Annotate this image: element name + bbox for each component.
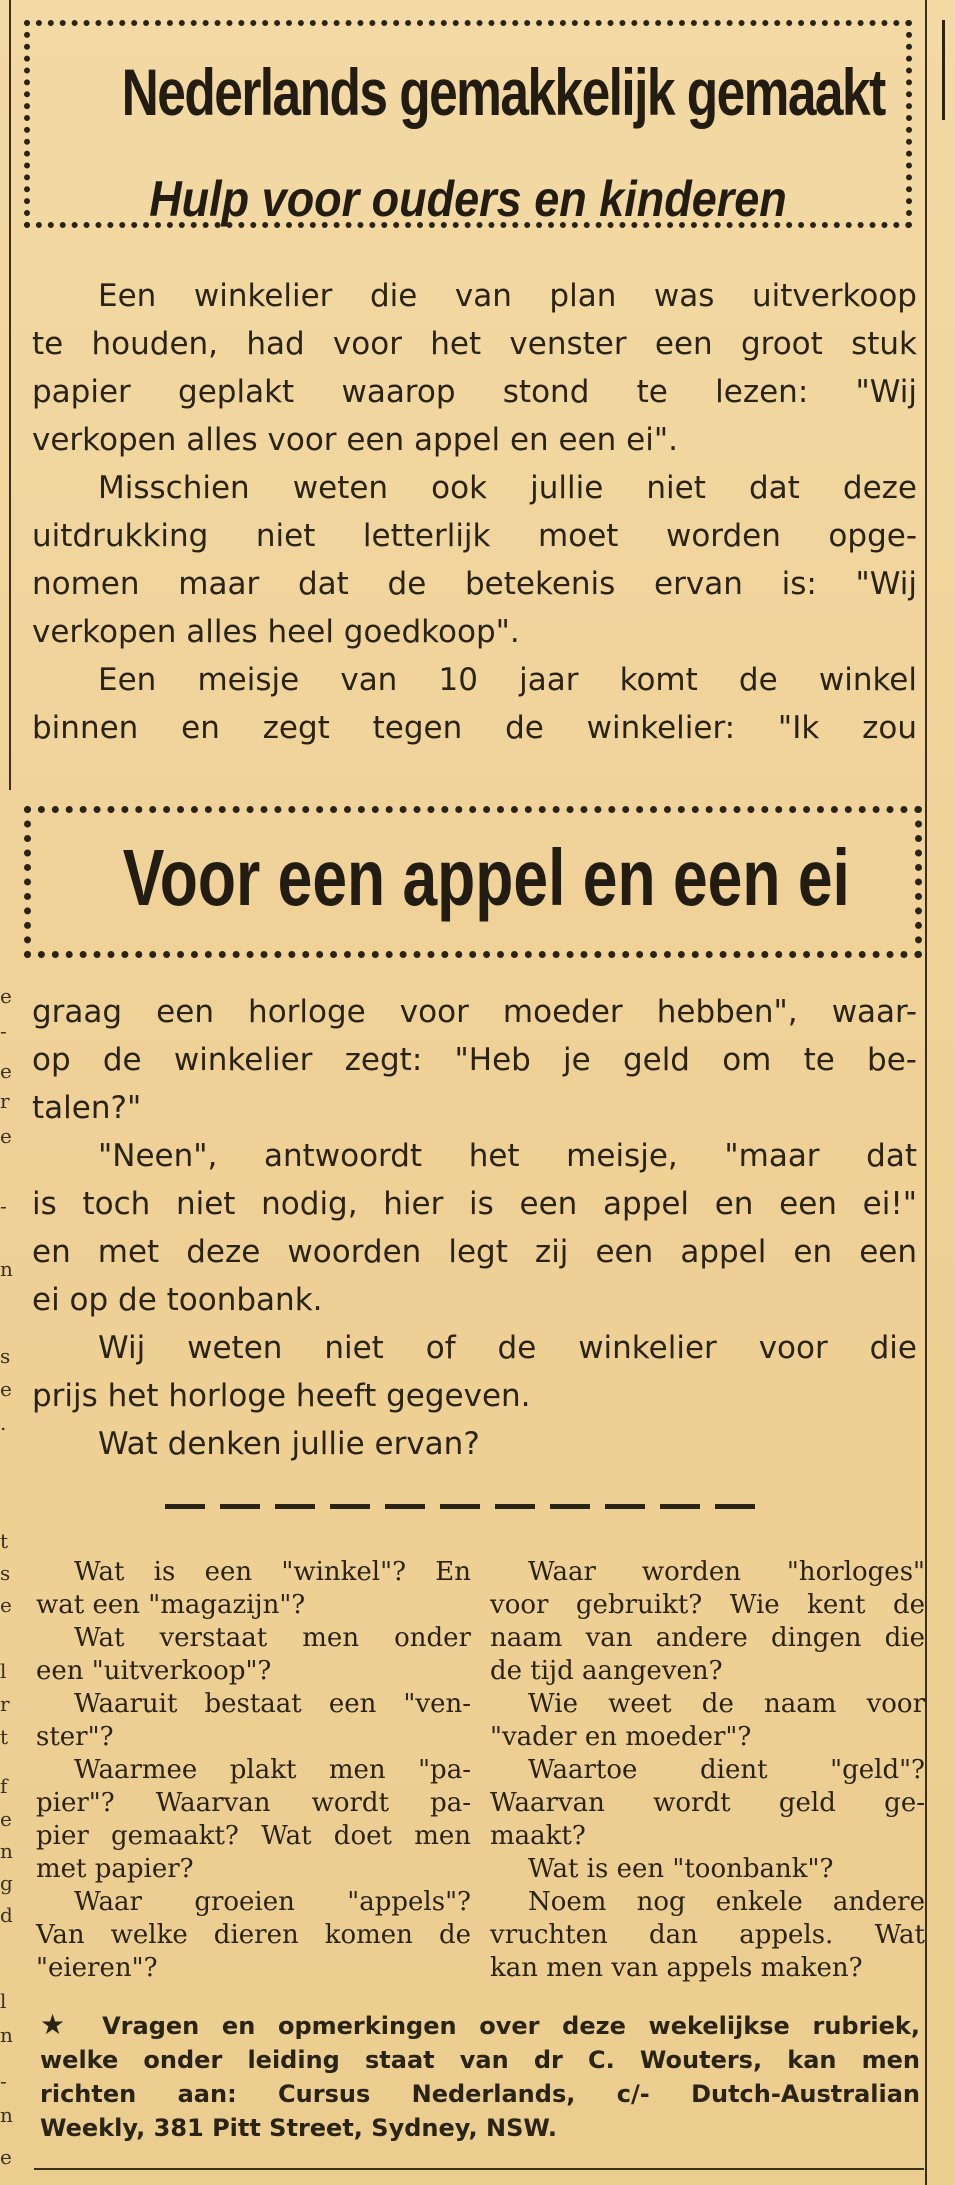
question-line: de tijd aangeven? (490, 1656, 723, 1686)
edge-fragment: e (0, 1593, 12, 1617)
edge-fragment: e (0, 1124, 12, 1148)
edge-fragment: . (0, 1411, 7, 1435)
footnote-line: Weekly, 381 Pitt Street, Sydney, NSW. (40, 2114, 558, 2142)
edge-fragment: f (0, 1774, 8, 1798)
question-line: Wat verstaat men onder (74, 1623, 471, 1653)
questions-right-column (490, 1556, 925, 1985)
column-rule-left (9, 0, 11, 790)
page-subtitle: Hulp voor ouders en kinderen (149, 171, 787, 227)
edge-fragment: l (0, 1659, 7, 1683)
text-line: Wij weten niet of de winkelier voor die (98, 1330, 917, 1366)
question-line: Waaruit bestaat een "ven- (74, 1689, 471, 1719)
text-line: verkopen alles heel goedkoop". (32, 614, 520, 650)
text-line: ei op de toonbank. (32, 1282, 323, 1318)
question-line: met papier? (36, 1854, 194, 1884)
question-line: voor gebruikt? Wie kent de (490, 1590, 925, 1620)
question-line: Van welke dieren komen de (36, 1920, 471, 1950)
question-line: pier gemaakt? Wat doet men (36, 1821, 471, 1851)
text-line: en met deze woorden legt zij een appel en een (32, 1234, 917, 1270)
text-line: prijs het horloge heeft gegeven. (32, 1378, 531, 1414)
column-rule-right (925, 0, 927, 2185)
text-line: Een meisje van 10 jaar komt de winkel (98, 662, 917, 698)
edge-fragment: d (0, 1903, 13, 1927)
text-line: papier geplakt waarop stond te lezen: "Wij (32, 374, 917, 410)
question-line: Waarvan wordt geld ge- (490, 1788, 925, 1818)
text-line: binnen en zegt tegen de winkelier: "Ik zou (32, 710, 917, 746)
page-title: Nederlands gemakkelijk gemaakt (121, 55, 885, 129)
footnote (40, 2008, 920, 2145)
edge-fragment: t (0, 1725, 9, 1749)
footnote-line: welke onder leiding staat van dr C. Wouters, kan men (40, 2046, 920, 2074)
edge-fragment: g (0, 1871, 13, 1895)
edge-fragment: - (0, 2069, 7, 2093)
edge-fragment: s (0, 1561, 11, 1585)
edge-fragment: n (0, 1257, 13, 1281)
question-line: Wat is een "winkel"? En (74, 1557, 471, 1587)
text-line: op de winkelier zegt: "Heb je geld om te be- (32, 1042, 917, 1078)
text-line: verkopen alles voor een appel en een ei". (32, 422, 678, 458)
edge-fragment: - (0, 1194, 7, 1218)
adjacent-column-edge (942, 20, 945, 120)
edge-fragment: r (0, 1089, 10, 1113)
question-line: Waar worden "horloges" (528, 1557, 925, 1587)
question-line: Waarmee plakt men "pa- (74, 1755, 471, 1785)
question-line: maakt? (490, 1821, 586, 1851)
star-icon: ★ (40, 2008, 80, 2041)
edge-fragment: r (0, 1692, 10, 1716)
bottom-rule (34, 2168, 924, 2170)
edge-fragment: l (0, 1989, 7, 2013)
text-line: talen?" (32, 1090, 142, 1126)
question-line: naam van andere dingen die (490, 1623, 925, 1653)
edge-fragment: t (0, 1529, 9, 1553)
text-line: Een winkelier die van plan was uitverkoop (98, 278, 917, 314)
question-line: Noem nog enkele andere (528, 1887, 925, 1917)
text-line: is toch niet nodig, hier is een appel en een ei!" (32, 1186, 917, 1222)
text-line: Wat denken jullie ervan? (98, 1426, 480, 1462)
edge-fragment: n (0, 1839, 13, 1863)
text-line: uitdrukking niet letterlijk moet worden opge- (32, 518, 917, 554)
question-line: "eieren"? (36, 1953, 158, 1983)
footnote-line: richten aan: Cursus Nederlands, c/- Dutch-Australian (40, 2080, 920, 2108)
edge-fragment: e (0, 1059, 12, 1083)
edge-fragment: e (0, 1377, 12, 1401)
question-line: vruchten dan appels. Wat (490, 1920, 925, 1950)
question-line: "vader en moeder"? (490, 1722, 752, 1752)
question-line: ster"? (36, 1722, 114, 1752)
question-line: Wat is een "toonbank"? (528, 1854, 834, 1884)
footnote-line: Vragen en opmerkingen over deze wekelijkse rubriek, (102, 2012, 920, 2040)
edge-fragment: s (0, 1344, 11, 1368)
edge-fragment: e (0, 1807, 12, 1831)
story-text (32, 988, 917, 1468)
questions-left-column (36, 1556, 471, 1985)
text-line: graag een horloge voor moeder hebben", waar- (32, 994, 917, 1030)
question-line: Waar groeien "appels"? (74, 1887, 471, 1917)
question-line: pier"? Waarvan wordt pa- (36, 1788, 471, 1818)
edge-fragment: n (0, 2023, 13, 2047)
edge-fragment: - (0, 1019, 7, 1043)
text-line: Misschien weten ook jullie niet dat deze (98, 470, 917, 506)
intro-text (32, 272, 917, 752)
question-line: een "uitverkoop"? (36, 1656, 272, 1686)
edge-fragment: e (0, 984, 12, 1008)
question-line: kan men van appels maken? (490, 1953, 863, 1983)
text-line: nomen maar dat de betekenis ervan is: "Wij (32, 566, 917, 602)
story-title: Voor een appel en een ei (122, 833, 850, 922)
edge-fragment: e (0, 2145, 12, 2169)
text-line: "Neen", antwoordt het meisje, "maar dat (98, 1138, 917, 1174)
edge-fragment: n (0, 2103, 13, 2127)
dashed-separator (165, 1504, 755, 1510)
question-line: Wie weet de naam voor (528, 1689, 925, 1719)
text-line: te houden, had voor het venster een groot stuk (32, 326, 917, 362)
question-line: wat een "magazijn"? (36, 1590, 306, 1620)
question-line: Waartoe dient "geld"? (528, 1755, 925, 1785)
